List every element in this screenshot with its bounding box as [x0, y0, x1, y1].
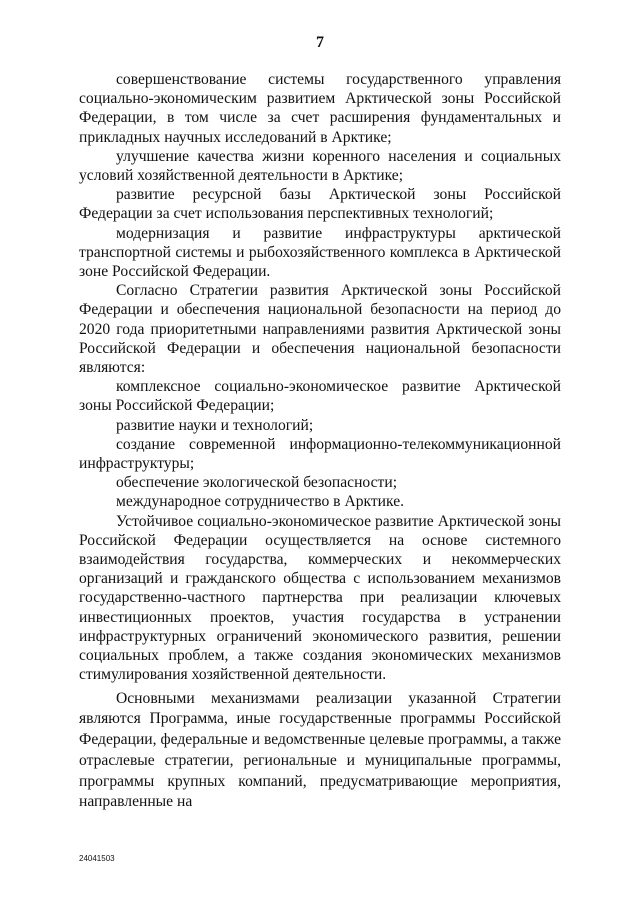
paragraph: совершенствование системы государственного управления социально-экономическим развитием Арктической зоны Российской Федерации, в том числе за счет расширения фундаментальных и прикладных научных исследований в Арктике;: [79, 71, 561, 146]
page-number: 7: [316, 34, 324, 51]
paragraph: Устойчивое социально-экономическое развитие Арктической зоны Российской Федерации осуществляется на основе системного взаимодействия государства, коммерческих и некоммерческих организаций и гражданского общества с использованием механизмов государственно-частного партнерства при реализации ключевых инвестиционных проектов, участия государства в устранении инфраструктурных ограничений экономического развития, решении социальных проблем, а также создания экономических механизмов стимулирования хозяйственной деятельности.: [79, 512, 561, 684]
paragraph: развитие ресурсной базы Арктической зоны Российской Федерации за счет использования перспективных технологий;: [79, 186, 561, 223]
document-body: [79, 70, 561, 813]
paragraph: обеспечение экологической безопасности;: [116, 474, 398, 492]
paragraph: развитие науки и технологий;: [116, 416, 314, 434]
paragraph: Основными механизмами реализации указанной Стратегии являются Программа, иные государственные программы Российской Федерации, федеральные и ведомственные целевые программы, а также отраслевые стратегии, региональные и муниципальные программы, программы крупных компаний, предусматривающие мероприятия, направленные на: [79, 689, 561, 811]
paragraph: Согласно Стратегии развития Арктической зоны Российской Федерации и обеспечения национальной безопасности на период до 2020 года приоритетными направлениями развития Арктической зоны Российской Федерации и обеспечения национальной безопасности являются:: [79, 282, 561, 377]
paragraph: международное сотрудничество в Арктике.: [116, 493, 405, 511]
paragraph: создание современной информационно-телекоммуникационной инфраструктуры;: [79, 435, 561, 473]
paragraph: комплексное социально-экономическое развитие Арктической зоны Российской Федерации;: [79, 378, 561, 415]
paragraph: модернизация и развитие инфраструктуры арктической транспортной системы и рыбохозяйственного комплекса в Арктической зоне Российской Федерации.: [79, 224, 561, 281]
document-code: 24041503: [79, 854, 115, 863]
paragraph: улучшение качества жизни коренного населения и социальных условий хозяйственной деятельности в Арктике;: [79, 147, 561, 185]
